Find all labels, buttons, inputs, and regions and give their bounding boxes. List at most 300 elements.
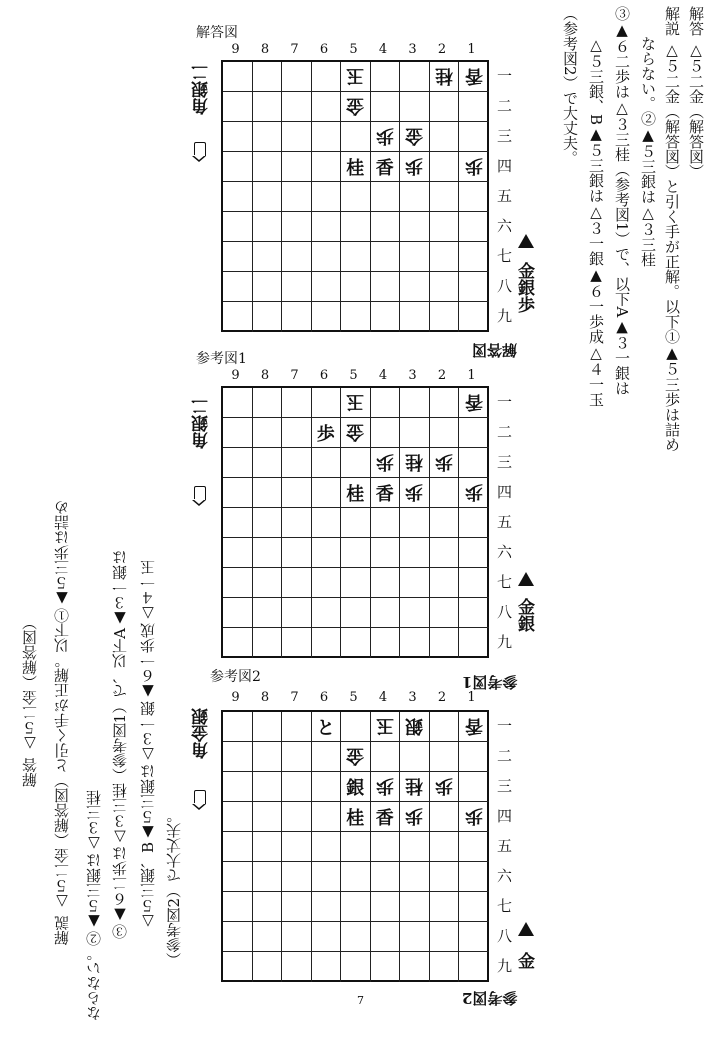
board-square xyxy=(312,862,342,892)
board-square xyxy=(253,892,283,922)
row-number: 二 xyxy=(496,423,512,441)
board-square xyxy=(253,598,283,628)
board-square xyxy=(253,122,283,152)
board-square xyxy=(253,212,283,242)
board-square xyxy=(400,182,430,212)
board-square xyxy=(371,212,401,242)
board-square xyxy=(400,272,430,302)
row-number: 五 xyxy=(496,513,512,531)
column-number: 1 xyxy=(467,42,476,57)
shogi-piece: 歩 xyxy=(375,450,394,472)
board-square xyxy=(400,712,430,742)
board-square xyxy=(459,242,489,272)
board-square xyxy=(430,922,460,952)
board-square xyxy=(400,418,430,448)
board-square xyxy=(312,182,342,212)
board-square xyxy=(459,742,489,772)
board-square xyxy=(459,772,489,802)
board-square xyxy=(253,568,283,598)
board-square xyxy=(459,832,489,862)
board-square xyxy=(312,538,342,568)
shogi-board xyxy=(221,60,489,332)
board-square xyxy=(341,272,371,302)
shogi-piece: 香 xyxy=(464,390,483,412)
board-square xyxy=(282,478,312,508)
board-square xyxy=(400,242,430,272)
board-square xyxy=(253,272,283,302)
column-number: 4 xyxy=(378,42,388,57)
shogi-piece: 銀 xyxy=(346,777,365,799)
board-square xyxy=(459,182,489,212)
board-square xyxy=(459,92,489,122)
explanation-line-6: （参考図2）で大丈夫。 xyxy=(561,6,579,166)
board-square xyxy=(430,772,460,802)
diagram-caption-rotated: 参考図2 xyxy=(462,989,518,1007)
column-number: 8 xyxy=(260,690,270,705)
board-square xyxy=(430,92,460,122)
board-square xyxy=(341,952,371,982)
board-square xyxy=(400,922,430,952)
row-number: 一 xyxy=(496,717,512,735)
board-square xyxy=(371,388,401,418)
board-square xyxy=(223,418,253,448)
board-square xyxy=(341,892,371,922)
board-square xyxy=(253,152,283,182)
board-square xyxy=(371,952,401,982)
board-square xyxy=(459,538,489,568)
row-number: 三 xyxy=(496,453,512,471)
board-square xyxy=(282,182,312,212)
row-number: 七 xyxy=(496,247,512,265)
shogi-piece: 玉 xyxy=(375,714,394,736)
board-square xyxy=(312,508,342,538)
board-square xyxy=(282,418,312,448)
column-number: 6 xyxy=(319,42,329,57)
row-number: 一 xyxy=(496,67,512,85)
board-square xyxy=(341,598,371,628)
board-square xyxy=(223,742,253,772)
board-square xyxy=(400,508,430,538)
column-number: 3 xyxy=(408,368,417,383)
diagram-title: 参考図2 xyxy=(210,669,261,685)
board-square xyxy=(371,862,401,892)
diagram-caption-rotated: 解答図 xyxy=(472,341,518,359)
shogi-piece: 金 xyxy=(405,124,424,146)
board-square xyxy=(430,568,460,598)
board-square xyxy=(312,568,342,598)
rotated-line-4: ③▲６二歩は△３三桂（参考図1）で、以下A▲３一銀は xyxy=(111,550,129,940)
row-number: 九 xyxy=(496,307,512,325)
page-number: 7 xyxy=(357,994,364,1007)
board-square xyxy=(341,122,371,152)
row-number: 六 xyxy=(496,217,512,235)
row-number: 四 xyxy=(496,483,512,501)
board-square xyxy=(223,92,253,122)
board-square xyxy=(223,212,253,242)
row-number: 七 xyxy=(496,573,512,591)
board-square xyxy=(253,182,283,212)
rotated-line-1: 解答 △５二金（解答図） xyxy=(21,615,39,788)
shogi-piece: 桂 xyxy=(346,157,365,179)
board-square xyxy=(312,152,342,182)
board-square xyxy=(341,508,371,538)
sente-hand-pieces: 金 xyxy=(514,952,534,969)
board-square xyxy=(223,598,253,628)
board-square xyxy=(223,892,253,922)
board-square xyxy=(282,772,312,802)
row-number: 一 xyxy=(496,393,512,411)
board-square xyxy=(312,418,342,448)
board-square xyxy=(430,802,460,832)
board-square xyxy=(400,832,430,862)
shogi-piece: 香 xyxy=(464,714,483,736)
board-square xyxy=(282,388,312,418)
board-square xyxy=(282,508,312,538)
row-number: 五 xyxy=(496,837,512,855)
board-square xyxy=(312,62,342,92)
gote-hand-pieces: 角銀二 xyxy=(192,64,212,115)
board-square xyxy=(371,242,401,272)
board-square xyxy=(312,448,342,478)
board-square xyxy=(312,952,342,982)
column-number: 7 xyxy=(290,368,299,383)
board-square xyxy=(371,418,401,448)
board-square xyxy=(223,922,253,952)
board-square xyxy=(400,742,430,772)
board-square xyxy=(459,802,489,832)
board-square xyxy=(341,388,371,418)
board-square xyxy=(371,772,401,802)
board-square xyxy=(400,598,430,628)
board-square xyxy=(341,242,371,272)
board-square xyxy=(312,122,342,152)
board-square xyxy=(459,712,489,742)
gote-marker-icon xyxy=(194,486,206,500)
row-number: 六 xyxy=(496,867,512,885)
board-square xyxy=(223,538,253,568)
board-square xyxy=(459,598,489,628)
board-square xyxy=(430,742,460,772)
column-number: 6 xyxy=(319,690,329,705)
gote-marker-icon xyxy=(194,142,206,156)
board-square xyxy=(223,772,253,802)
board-square xyxy=(282,448,312,478)
board-square xyxy=(459,388,489,418)
board-square xyxy=(459,478,489,508)
board-square xyxy=(430,538,460,568)
board-square xyxy=(341,742,371,772)
column-number: 5 xyxy=(349,690,358,705)
board-square xyxy=(223,242,253,272)
board-square xyxy=(253,628,283,658)
explanation-line-1: 解答 △５二金（解答図） xyxy=(687,6,705,179)
board-square xyxy=(312,772,342,802)
board-square xyxy=(312,242,342,272)
board-square xyxy=(371,802,401,832)
board-square xyxy=(400,892,430,922)
board-square xyxy=(282,152,312,182)
board-square xyxy=(371,598,401,628)
diagram-title: 参考図1 xyxy=(196,351,247,367)
gote-marker-icon xyxy=(194,790,206,804)
shogi-piece: 銀 xyxy=(405,714,424,736)
board-square xyxy=(341,628,371,658)
board-square xyxy=(341,152,371,182)
board-square xyxy=(282,862,312,892)
board-square xyxy=(371,302,401,332)
board-square xyxy=(253,712,283,742)
board-square xyxy=(223,388,253,418)
board-square xyxy=(312,922,342,952)
board-square xyxy=(430,598,460,628)
board-square xyxy=(312,832,342,862)
board-square xyxy=(223,272,253,302)
board-square xyxy=(312,628,342,658)
board-square xyxy=(282,212,312,242)
board-square xyxy=(371,182,401,212)
shogi-piece: 桂 xyxy=(346,807,365,829)
board-square xyxy=(282,538,312,568)
board-square xyxy=(341,862,371,892)
board-square xyxy=(223,568,253,598)
explanation-line-4: ③▲６二歩は△３三桂（参考図1）で、以下A▲３一銀は xyxy=(613,6,631,396)
shogi-piece: 歩 xyxy=(405,480,424,502)
board-square xyxy=(459,952,489,982)
board-square xyxy=(430,952,460,982)
row-number: 二 xyxy=(496,97,512,115)
row-number: 三 xyxy=(496,777,512,795)
board-square xyxy=(371,122,401,152)
board-square xyxy=(282,242,312,272)
board-square xyxy=(253,832,283,862)
board-square xyxy=(312,478,342,508)
board-square xyxy=(400,212,430,242)
board-square xyxy=(371,478,401,508)
board-square xyxy=(223,152,253,182)
board-square xyxy=(371,538,401,568)
board-square xyxy=(253,302,283,332)
shogi-piece: 玉 xyxy=(346,64,365,86)
board-square xyxy=(430,152,460,182)
board-square xyxy=(341,802,371,832)
shogi-piece: 歩 xyxy=(464,154,483,176)
shogi-piece: 歩 xyxy=(375,124,394,146)
board-square xyxy=(459,628,489,658)
row-number: 六 xyxy=(496,543,512,561)
board-square xyxy=(282,712,312,742)
column-number: 7 xyxy=(290,690,299,705)
shogi-piece: 歩 xyxy=(434,450,453,472)
board-square xyxy=(459,62,489,92)
board-square xyxy=(223,802,253,832)
board-square xyxy=(341,92,371,122)
board-square xyxy=(282,922,312,952)
board-square xyxy=(282,568,312,598)
board-square xyxy=(459,892,489,922)
board-square xyxy=(341,448,371,478)
sente-marker-icon xyxy=(518,572,534,586)
board-square xyxy=(223,62,253,92)
board-square xyxy=(282,628,312,658)
board-square xyxy=(253,802,283,832)
board-square xyxy=(371,448,401,478)
row-number: 五 xyxy=(496,187,512,205)
shogi-piece: 歩 xyxy=(405,804,424,826)
column-number: 8 xyxy=(260,42,270,57)
board-square xyxy=(371,62,401,92)
board-square xyxy=(253,418,283,448)
column-number: 2 xyxy=(437,690,447,705)
board-square xyxy=(253,952,283,982)
board-square xyxy=(253,242,283,272)
shogi-piece: 金 xyxy=(346,94,365,116)
shogi-piece: 香 xyxy=(464,64,483,86)
board-square xyxy=(223,302,253,332)
board-square xyxy=(312,92,342,122)
board-square xyxy=(400,538,430,568)
row-number: 四 xyxy=(496,807,512,825)
board-square xyxy=(400,448,430,478)
board-square xyxy=(430,212,460,242)
board-square xyxy=(400,802,430,832)
column-number: 2 xyxy=(437,42,447,57)
column-number: 6 xyxy=(319,368,329,383)
shogi-piece: 金 xyxy=(346,420,365,442)
board-square xyxy=(371,568,401,598)
row-number: 八 xyxy=(496,927,512,945)
rotated-line-2: 解説 △５二金（解答図）と引く手が正解。以下①▲５三歩は詰め xyxy=(53,500,71,946)
board-square xyxy=(282,302,312,332)
board-square xyxy=(400,388,430,418)
board-square xyxy=(459,272,489,302)
board-square xyxy=(341,62,371,92)
board-square xyxy=(253,772,283,802)
board-square xyxy=(430,448,460,478)
board-square xyxy=(223,182,253,212)
sente-hand-pieces: 金銀 xyxy=(514,598,534,632)
board-square xyxy=(400,478,430,508)
column-number: 9 xyxy=(231,368,240,383)
board-square xyxy=(430,892,460,922)
shogi-piece: と xyxy=(316,717,335,739)
board-square xyxy=(253,538,283,568)
board-square xyxy=(459,122,489,152)
board-square xyxy=(223,122,253,152)
shogi-piece: 金 xyxy=(346,744,365,766)
shogi-piece: 桂 xyxy=(405,450,424,472)
board-square xyxy=(341,478,371,508)
board-square xyxy=(312,802,342,832)
board-square xyxy=(282,802,312,832)
shogi-piece: 歩 xyxy=(405,154,424,176)
board-square xyxy=(253,742,283,772)
board-square xyxy=(341,832,371,862)
board-square xyxy=(371,628,401,658)
board-square xyxy=(282,952,312,982)
board-square xyxy=(459,862,489,892)
board-square xyxy=(459,568,489,598)
board-square xyxy=(282,742,312,772)
board-square xyxy=(459,212,489,242)
column-number: 4 xyxy=(378,368,388,383)
shogi-piece: 玉 xyxy=(346,390,365,412)
gote-hand-pieces: 角金銀 xyxy=(192,708,212,759)
column-number: 8 xyxy=(260,368,270,383)
shogi-piece: 歩 xyxy=(464,804,483,826)
board-square xyxy=(282,62,312,92)
shogi-board xyxy=(221,710,489,982)
board-square xyxy=(371,922,401,952)
board-square xyxy=(459,448,489,478)
board-square xyxy=(341,538,371,568)
row-number: 八 xyxy=(496,277,512,295)
column-number: 5 xyxy=(349,368,358,383)
column-number: 4 xyxy=(378,690,388,705)
board-square xyxy=(341,568,371,598)
board-square xyxy=(253,448,283,478)
board-square xyxy=(312,302,342,332)
board-square xyxy=(223,508,253,538)
board-square xyxy=(341,922,371,952)
explanation-line-5: △５三銀、B▲５三銀は△３一銀▲６一歩成△４一玉 xyxy=(587,6,605,408)
diagram-caption-rotated: 参考図1 xyxy=(462,673,518,691)
column-number: 5 xyxy=(349,42,358,57)
shogi-piece: 歩 xyxy=(316,423,335,445)
board-square xyxy=(253,92,283,122)
board-square xyxy=(282,892,312,922)
board-square xyxy=(430,242,460,272)
board-square xyxy=(341,182,371,212)
row-number: 二 xyxy=(496,747,512,765)
board-square xyxy=(371,742,401,772)
rotated-line-3: ならない。②▲５三銀は△３三桂 xyxy=(85,790,103,1051)
board-square xyxy=(223,712,253,742)
board-square xyxy=(430,628,460,658)
board-square xyxy=(459,508,489,538)
board-square xyxy=(371,508,401,538)
board-square xyxy=(430,862,460,892)
gote-hand-pieces: 角銀二 xyxy=(192,398,212,449)
column-number: 1 xyxy=(467,690,476,705)
board-square xyxy=(341,418,371,448)
column-number: 7 xyxy=(290,42,299,57)
board-square xyxy=(400,62,430,92)
board-square xyxy=(312,892,342,922)
shogi-piece: 桂 xyxy=(346,483,365,505)
board-square xyxy=(430,122,460,152)
board-square xyxy=(341,712,371,742)
column-number: 9 xyxy=(231,42,240,57)
board-square xyxy=(371,272,401,302)
board-square xyxy=(223,952,253,982)
board-square xyxy=(430,832,460,862)
board-square xyxy=(400,862,430,892)
board-square xyxy=(223,862,253,892)
board-square xyxy=(253,508,283,538)
explanation-line-3: ならない。②▲５三銀は△３三桂 xyxy=(639,6,657,267)
board-square xyxy=(400,92,430,122)
board-square xyxy=(400,152,430,182)
row-number: 四 xyxy=(496,157,512,175)
board-square xyxy=(223,448,253,478)
board-square xyxy=(400,122,430,152)
board-square xyxy=(371,92,401,122)
board-square xyxy=(371,892,401,922)
column-number: 1 xyxy=(467,368,476,383)
board-square xyxy=(312,272,342,302)
board-square xyxy=(282,122,312,152)
sente-marker-icon xyxy=(518,234,534,248)
